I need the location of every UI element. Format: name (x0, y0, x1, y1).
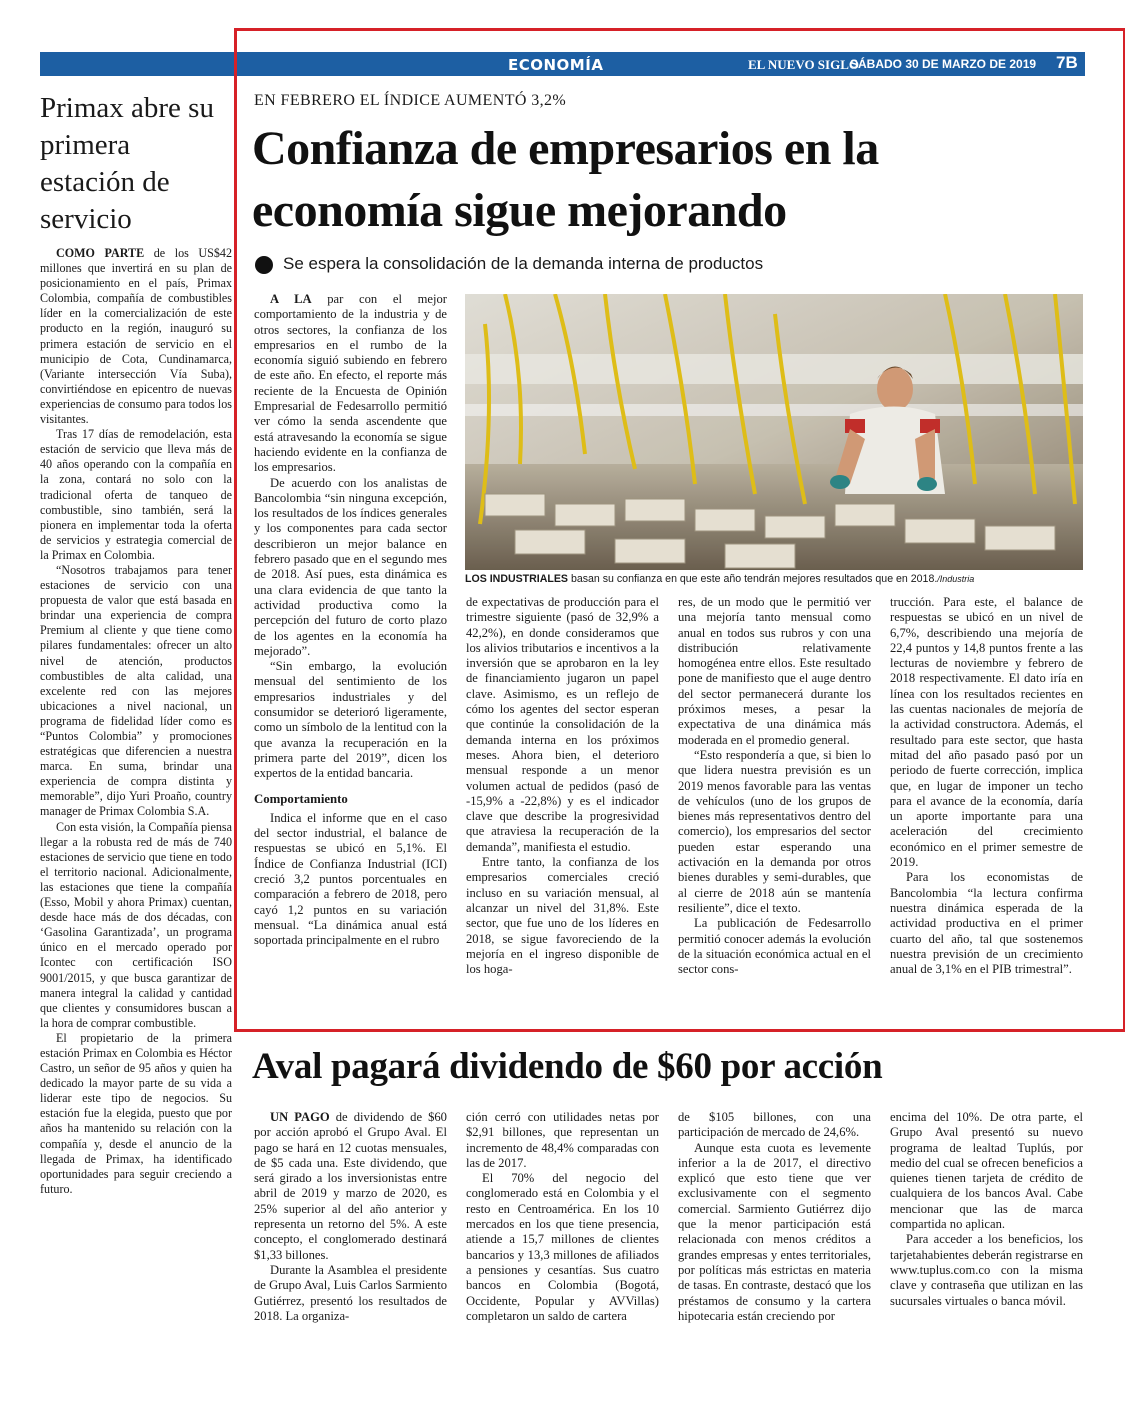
paragraph: Entre tanto, la confianza de los empresarios comerciales creció incluso en su variación mensual, al alcanzar un nivel del 31,8%. Este sector, que fue uno de los líderes en 2018, se sigue favoreciendo de la mejoría en el ingreso disponible de los hoga- (466, 855, 659, 977)
paragraph: res, de un modo que le permitió ver una mejoría tanto mensual como anual en todos sus rubros y con una distribución relativamente homogénea entre ellos. Este resultado pone de manifiesto que el auge dentro del sector permanecerá durante los próximos meses, a pesar la expectativa de una dinámica más moderada en el promedio general. (678, 595, 871, 747)
edition-date: SÁBADO 30 DE MARZO DE 2019 (850, 57, 1037, 71)
paragraph: A LA par con el mejor comportamiento de la industria y de otros sectores, la confianza de los empresarios en el rumbo de la economía siguió subiendo en febrero de este año. En efecto, el reporte más reciente de la Encuesta de Opinión Empresarial de Fedesarrollo permitió ver cómo la senda ascendente que está atravesando la economía se sigue haciendo evidente en la confianza de los empresarios. (254, 292, 447, 475)
second-story-column-4 (890, 1110, 1083, 1309)
paragraph: El propietario de la primera estación Primax en Colombia es Héctor Castro, un señor de 95 años y quien ha dedicado la mayor parte de su vida a liderar este tipo de negocios. Su estación fue la elegida, puesto que por años ha mantenido su relación con la compañía y, desde el anuncio de la llegada de Primax, ha identificado oportunidades para seguir creciendo a futuro. (40, 1030, 232, 1196)
paragraph: Para los economistas de Bancolombia “la lectura confirma nuestra dinámica esperada de la actividad productiva en el primer cuarto del año, tal que sostenemos nuestra previsión de un crecimiento anual de 3,1% en el PIB trimestral”. (890, 870, 1083, 977)
lead-in: UN PAGO (270, 1110, 330, 1124)
page-number: 7B (1056, 53, 1078, 72)
paragraph: ción cerró con utilidades netas por $2,91 billones, que representan un incremento de 48,4% comparadas con las de 2017. (466, 1110, 659, 1170)
caption-credit: /Industria (937, 574, 975, 584)
second-story-column-3 (678, 1110, 871, 1324)
main-story-kicker: EN FEBRERO EL ÍNDICE AUMENTÓ 3,2% (254, 92, 567, 109)
main-story-deck: Se espera la consolidación de la demanda interna de productos (283, 254, 764, 273)
highlight-frame (234, 28, 1125, 1032)
left-story-body (40, 246, 232, 1197)
paragraph: La publicación de Fedesarrollo permitió conocer además la evolución de la situación económica actual en el sector cons- (678, 916, 871, 977)
paragraph: de $105 billones, con una participación de mercado de 24,6%. (678, 1110, 871, 1140)
paragraph: UN PAGO de dividendo de $60 por acción aprobó el Grupo Aval. El pago se hará en 12 cuotas mensuales, de $5 cada una. Este dividendo, que será girado a los inversionistas entre abril de 2019 y marzo de 2020, es 25% superior al del año anterior y representa un retorno del 5%. A este concepto, el conglomerado destinará $1,33 billones. (254, 1110, 447, 1262)
section-name: ECONOMÍA (508, 56, 604, 74)
paragraph: “Nosotros trabajamos para tener estaciones de servicio con una propuesta de valor que está basada en brindar una experiencia de compra Premium al cliente y que tiene como pilares fundamentales: ofrecer un alto nivel de atención, productos combustibles de alta calidad, una excelente red con las mejores ubicaciones a nivel nacional, un programa de fidelidad líder como es “Puntos Colombia” y promociones estratégicas que diferencien a nuestra marca. En suma, brindar una experiencia de compra distinta y memorable”, dijo Yuri Proaño, country manager de Primax Colombia S.A. (40, 562, 232, 819)
paragraph: Aunque esta cuota es levemente inferior a la de 2017, el directivo explicó que esto tiene que ver exclusivamente con el segmento comercial. Sarmiento Gutiérrez dijo que la menor participación está relacionada con menos créditos a grandes empresas y entes territoriales, por políticas más estrictas en materia de tasas. En contraste, destacó que los préstamos de consumo y la cartera hipotecaria están creciendo por (678, 1140, 871, 1323)
second-story-column-2 (466, 1110, 659, 1324)
main-story-headline: Confianza de empresarios en la economía sigue mejorando (252, 122, 879, 237)
paragraph: encima del 10%. De otra parte, el Grupo Aval presentó su nuevo programa de lealtad Tuplús, por medio del cual se ofrecen beneficios a quienes tienen tarjeta de crédito de cualquiera de los bancos Aval. Cabe mencionar que las de marca compartida no aplican. (890, 1110, 1083, 1232)
left-story-headline: Primax abre su primera estación de servicio (40, 92, 214, 235)
paragraph: Para acceder a los beneficios, los tarjetahabientes deberán registrarse en www.tuplus.com.co con la misma clave y contraseña que utilizan en las sucursales virtuales o banca móvil. (890, 1232, 1083, 1308)
lead-in: A LA (270, 292, 312, 306)
subheading: Comportamiento (254, 791, 348, 806)
paragraph: Durante la Asamblea el presidente de Grupo Aval, Luis Carlos Sarmiento Gutiérrez, presentó los resultados de 2018. La organiza- (254, 1262, 447, 1323)
caption-lead: LOS INDUSTRIALES (465, 573, 568, 585)
paragraph: Con esta visión, la Compañía piensa llegar a la robusta red de más de 740 estaciones de servicio que tiene en todo el territorio nacional. Adicionalmente, las estaciones que tiene la compañía (Esso, Mobil y ahora Primax) cuentan, desde hace más de dos décadas, con ‘Gasolina Garantizada’, un programa único en el mercado operado por Icontec con certificación ISO 9001/2015, y que busca garantizar de manera integral la calidad y cantidad que clientes y consumidores buscan a la hora de comprar combustible. (40, 819, 233, 1030)
paragraph: trucción. Para este, el balance de respuestas se ubicó en un nivel de 6,7%, describiendo una mejoría de 22,4 puntos y 14,8 puntos frente a las lecturas de noviembre y febrero de 2018 respectivamente. El dato iría en línea con los resultados recientes en las cuentas nacionales de mejoría de la actividad constructora. Además, el resultado para este sector, que hasta mitad del año pasado pasó por un periodo de fuerte corrección, implica que, en lugar de imponer un techo para el avance de la economía, daría un aporte importante para una aceleración del crecimiento económico en el primer semestre de 2019. (890, 595, 1083, 870)
paragraph: De acuerdo con los analistas de Bancolombia “sin ninguna excepción, los resultados de los índices generales y los componentes para cada sector describieron un mejor balance en febrero pasado que en el segundo mes de 2018. Así pues, esta dinámica es una clara evidencia de que tanto la actividad productiva como la percepción del futuro de corto plazo de los agentes en la economía ha mejorado”. (254, 475, 447, 658)
newspaper-masthead: EL NUEVO SIGLO (748, 57, 859, 72)
paragraph: COMO PARTE de los US$42 millones que invertirá en su plan de posicionamiento en el país, Primax Colombia, compañía de combustibles líder en la comercialización de este producto en la región, inauguró su primera estación de servicio en el municipio de Cota, Cundinamarca, (Variante intersección Vía Suba), convirtiéndose en epicentro de nuevas experiencias de consumo para todos los visitantes. (40, 246, 232, 427)
paragraph: Tras 17 días de remodelación, esta estación de servicio que lleva más de 40 años operando con la compañía en la zona, contará no solo con la tradicional oferta de tanqueo de combustible, sino también, será la pionera en implementar toda la oferta de servicios y estrategia comercial de la Primax en Colombia. (40, 427, 232, 562)
paragraph: “Esto respondería a que, si bien lo que lidera nuestra previsión es un 2019 menos favorable para las ventas de vehículos (uno de los grupos de bienes más representativos dentro del comercio), los empresarios del sector pueden estar esperando una activación en la demanda por otros bienes durables y semi-durables, que al cierre de 2018 aún se mantenía resiliente”, dice el texto. (678, 747, 871, 915)
paragraph: “Sin embargo, la evolución mensual del sentimiento de los empresarios industriales y del consumidor se deterioró ligeramente, como un símbolo de la lentitud con la que avanza la recuperación en la primera parte del 2019”, dicen los expertos de la entidad bancaria. (254, 659, 447, 781)
paragraph: de expectativas de producción para el trimestre siguiente (pasó de 32,9% a 42,2%), en donde consideramos que los alivios tributarios e incentivos a la inversión que se aprobaron en la ley de financiamiento jugaron un papel clave. Asimismo, es un reflejo de cómo los agentes del sector esperan que continúe la consolidación de la demanda interna en los próximos meses. Ahora bien, el deterioro mensual responde a un menor volumen actual de pedidos (pasó de -15,9% a -22,8%) y es el indicador clave que describe la progresividad que atraviesa la recuperación de la demanda”, manifiesta el estudio. (466, 595, 659, 854)
lead-in: COMO PARTE (56, 246, 145, 260)
caption-text: basan su confianza en que este año tendrán mejores resultados que en 2018. (568, 573, 938, 585)
paragraph: Indica el informe que en el caso del sector industrial, el balance de respuestas se ubicó en 5,1%. El Índice de Confianza Industrial (ICI) creció 3,2 puntos porcentuales en comparación a febrero de 2018, pero cayó 1,2 puntos en su variación mensual. “La dinámica anual está soportada principalmente en el rubro (254, 810, 447, 948)
second-story-column-1 (254, 1110, 447, 1324)
second-story-headline: Aval pagará dividendo de $60 por acción (252, 1046, 883, 1087)
paragraph: El 70% del negocio del conglomerado está en Colombia y el resto en Centroamérica. En los 10 mercados en los que tiene presencia, atiende a 15,7 millones de clientes bancarios y 13,3 millones de afiliados a pensiones y cesantías. Sus cuatro bancos en Colombia (Bogotá, Occidente, Popular y AVVillas) completaron un saldo de cartera (466, 1171, 659, 1323)
